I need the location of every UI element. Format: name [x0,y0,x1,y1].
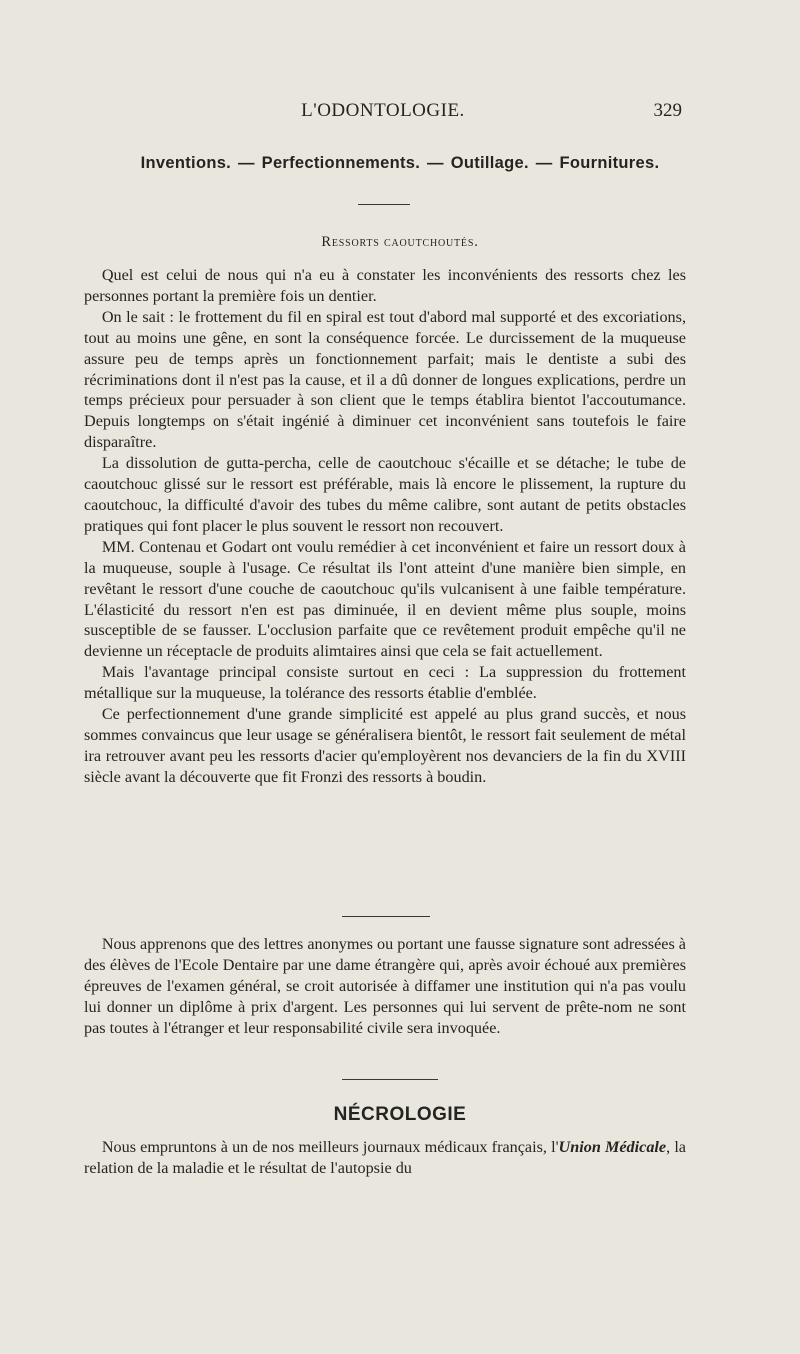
divider-rule [342,1079,438,1080]
paragraph: La dissolution de gutta-percha, celle de caoutchouc s'écaille et se détache; le tube de caoutchouc glissé sur le ressort est préférable, mais là encore le plissement, la rupture du caoutchouc, la difficulté d'avoir des tubes du même calibre, sont autant de petits obstacles pratiques qui font placer le plus souvent le ressort non recouvert. [84,454,686,535]
divider-rule [342,916,430,917]
notice-body [84,934,686,1039]
divider-rule [358,204,410,205]
intro-text-continued: , la relation de la maladie et le résultat de l'autopsie du [84,1138,686,1177]
journal-title: Union Médicale [558,1138,667,1156]
paragraph [84,1137,686,1179]
intro-text: Nous empruntons à un de nos meilleurs journaux médicaux français, l' [101,1138,559,1156]
running-header [84,100,682,126]
paragraph: MM. Contenau et Godart ont voulu remédier à cet inconvénient et faire un ressort doux à la muqueuse, souple à l'usage. Ce résultat ils l'ont atteint d'une manière bien simple, en revêtant le ressort d'une couche de caoutchouc qu'ils vulcanisent à une faible température. L'élasticité du ressort n'en est pas diminuée, il en devient même plus souple, moins susceptible de se fausser. L'occlusion parfaite que ce revêtement produit empêche qu'il ne devienne un réceptacle de produits alimtaires ainsi que cela se fait actuellement. [84,537,686,661]
article-subheading: Ressorts caoutchoutés. [321,234,479,250]
article-body [84,265,686,788]
paragraph: Ce perfectionnement d'une grande simplicité est appelé au plus grand succès, et nous sommes convaincus que leur usage se généralisera bientôt, le ressort fait seulement de métal ira retrouver avant peu les ressorts d'acier qu'employèrent nos devanciers de la fin du XVIII siècle avant la découverte que fit Fronzi des ressorts à boudin. [84,705,686,786]
paragraph: On le sait : le frottement du fil en spiral est tout d'abord mal supporté et des excoriations, tout au moins une gêne, en sont la conséquence forcée. Le durcissement de la muqueuse assure peu de temps après un fonctionnement parfait; mais le dentiste a subi des récriminations dont il n'est pas la cause, et il a dû donner de longues explications, perdre un temps précieux pour persuader à son client que le temps établira bientot l'accoutumance. Depuis longtemps on s'était ingénié à diminuer cet inconvénient sans toutefois le faire disparaître. [84,307,686,452]
paragraph: Nous apprenons que des lettres anonymes ou portant une fausse signature sont adressées à des élèves de l'Ecole Dentaire par une dame étrangère qui, après avoir échoué aux premières épreuves de l'examen général, se croit autorisée à diffamer une institution qui n'a pas voulu lui donner un diplôme à prix d'argent. Les personnes qui lui servent de prête-nom ne sont pas toutes à l'étranger et leur responsabilité civile sera invoquée. [84,935,686,1037]
necrologie-heading: NÉCROLOGIE [333,1104,467,1125]
paragraph: Quel est celui de nous qui n'a eu à constater les inconvénients des ressorts chez les personnes portant la première fois un dentier. [84,266,686,305]
section-heading: Inventions. — Perfectionnements. — Outillage. — Fournitures. [140,154,660,172]
running-title: L'ODONTOLOGIE. [301,100,465,121]
page-number: 329 [653,100,682,121]
necrologie-body [84,1137,686,1179]
paragraph: Mais l'avantage principal consiste surtout en ceci : La suppression du frottement métallique sur la muqueuse, la tolérance des ressorts établie d'emblée. [84,663,686,703]
